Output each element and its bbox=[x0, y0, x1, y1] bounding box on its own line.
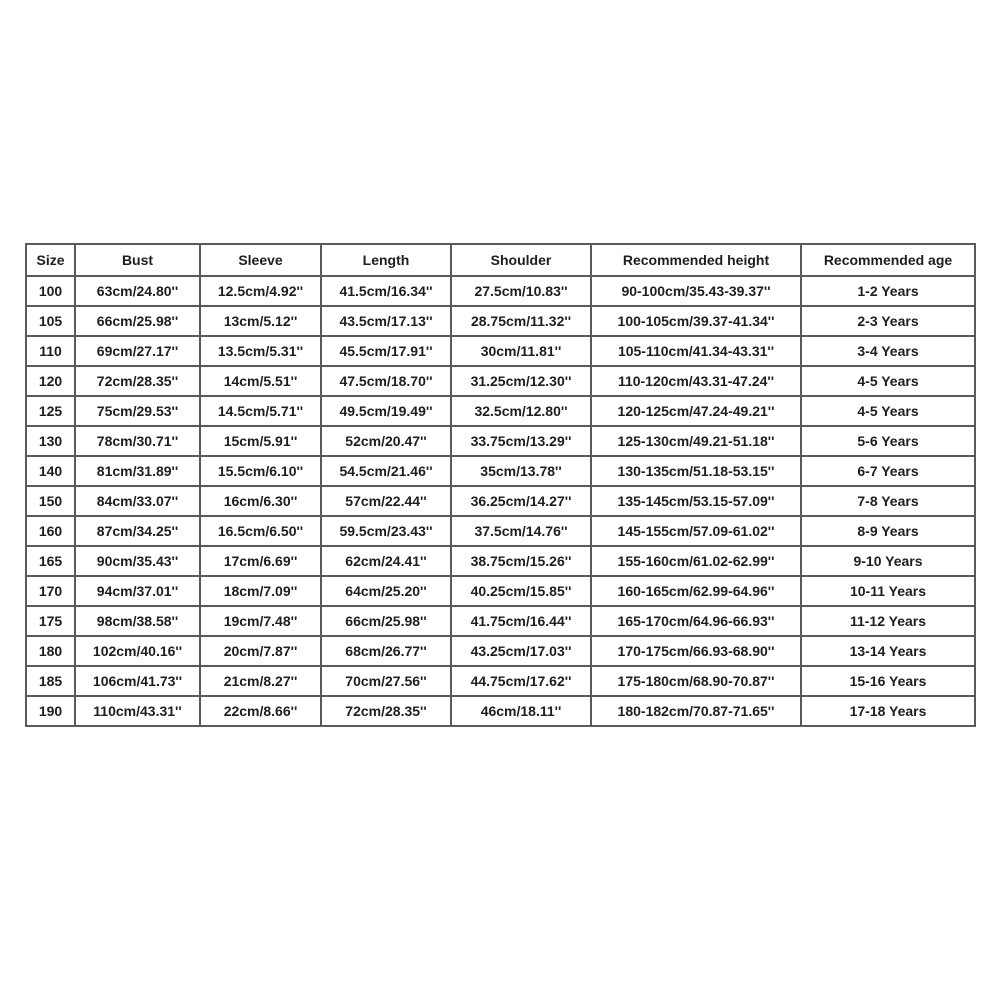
bust-cell: 81cm/31.89'' bbox=[75, 456, 200, 486]
shoulder-cell: 32.5cm/12.80'' bbox=[451, 396, 591, 426]
recommended-age-cell: 15-16 Years bbox=[801, 666, 975, 696]
header-bust: Bust bbox=[75, 244, 200, 276]
shoulder-cell: 35cm/13.78'' bbox=[451, 456, 591, 486]
length-cell: 70cm/27.56'' bbox=[321, 666, 451, 696]
header-recommended-height: Recommended height bbox=[591, 244, 801, 276]
sleeve-cell: 13.5cm/5.31'' bbox=[200, 336, 321, 366]
shoulder-cell: 46cm/18.11'' bbox=[451, 696, 591, 726]
recommended-age-cell: 5-6 Years bbox=[801, 426, 975, 456]
recommended-age-cell: 2-3 Years bbox=[801, 306, 975, 336]
recommended-height-cell: 135-145cm/53.15-57.09'' bbox=[591, 486, 801, 516]
bust-cell: 90cm/35.43'' bbox=[75, 546, 200, 576]
table-row bbox=[26, 576, 975, 606]
shoulder-cell: 38.75cm/15.26'' bbox=[451, 546, 591, 576]
table-row bbox=[26, 486, 975, 516]
sleeve-cell: 14cm/5.51'' bbox=[200, 366, 321, 396]
recommended-age-cell: 10-11 Years bbox=[801, 576, 975, 606]
recommended-height-cell: 90-100cm/35.43-39.37'' bbox=[591, 276, 801, 306]
table-row bbox=[26, 696, 975, 726]
shoulder-cell: 37.5cm/14.76'' bbox=[451, 516, 591, 546]
bust-cell: 87cm/34.25'' bbox=[75, 516, 200, 546]
sleeve-cell: 18cm/7.09'' bbox=[200, 576, 321, 606]
length-cell: 57cm/22.44'' bbox=[321, 486, 451, 516]
table-body bbox=[26, 276, 975, 726]
size-cell: 160 bbox=[26, 516, 75, 546]
shoulder-cell: 28.75cm/11.32'' bbox=[451, 306, 591, 336]
bust-cell: 94cm/37.01'' bbox=[75, 576, 200, 606]
shoulder-cell: 31.25cm/12.30'' bbox=[451, 366, 591, 396]
size-cell: 165 bbox=[26, 546, 75, 576]
shoulder-cell: 40.25cm/15.85'' bbox=[451, 576, 591, 606]
size-cell: 100 bbox=[26, 276, 75, 306]
recommended-age-cell: 7-8 Years bbox=[801, 486, 975, 516]
header-sleeve: Sleeve bbox=[200, 244, 321, 276]
table-row bbox=[26, 666, 975, 696]
table-row bbox=[26, 336, 975, 366]
recommended-height-cell: 145-155cm/57.09-61.02'' bbox=[591, 516, 801, 546]
bust-cell: 66cm/25.98'' bbox=[75, 306, 200, 336]
header-shoulder: Shoulder bbox=[451, 244, 591, 276]
bust-cell: 63cm/24.80'' bbox=[75, 276, 200, 306]
recommended-age-cell: 9-10 Years bbox=[801, 546, 975, 576]
bust-cell: 106cm/41.73'' bbox=[75, 666, 200, 696]
table-row bbox=[26, 276, 975, 306]
shoulder-cell: 44.75cm/17.62'' bbox=[451, 666, 591, 696]
recommended-age-cell: 3-4 Years bbox=[801, 336, 975, 366]
length-cell: 72cm/28.35'' bbox=[321, 696, 451, 726]
sleeve-cell: 15cm/5.91'' bbox=[200, 426, 321, 456]
sleeve-cell: 20cm/7.87'' bbox=[200, 636, 321, 666]
recommended-height-cell: 105-110cm/41.34-43.31'' bbox=[591, 336, 801, 366]
shoulder-cell: 36.25cm/14.27'' bbox=[451, 486, 591, 516]
table-row bbox=[26, 546, 975, 576]
size-cell: 180 bbox=[26, 636, 75, 666]
table-row bbox=[26, 606, 975, 636]
shoulder-cell: 33.75cm/13.29'' bbox=[451, 426, 591, 456]
bust-cell: 98cm/38.58'' bbox=[75, 606, 200, 636]
header-size: Size bbox=[26, 244, 75, 276]
bust-cell: 72cm/28.35'' bbox=[75, 366, 200, 396]
size-cell: 175 bbox=[26, 606, 75, 636]
bust-cell: 69cm/27.17'' bbox=[75, 336, 200, 366]
length-cell: 43.5cm/17.13'' bbox=[321, 306, 451, 336]
size-cell: 130 bbox=[26, 426, 75, 456]
bust-cell: 102cm/40.16'' bbox=[75, 636, 200, 666]
size-cell: 125 bbox=[26, 396, 75, 426]
length-cell: 49.5cm/19.49'' bbox=[321, 396, 451, 426]
bust-cell: 110cm/43.31'' bbox=[75, 696, 200, 726]
size-cell: 170 bbox=[26, 576, 75, 606]
size-cell: 120 bbox=[26, 366, 75, 396]
size-cell: 110 bbox=[26, 336, 75, 366]
table-row bbox=[26, 366, 975, 396]
shoulder-cell: 41.75cm/16.44'' bbox=[451, 606, 591, 636]
recommended-height-cell: 110-120cm/43.31-47.24'' bbox=[591, 366, 801, 396]
size-cell: 105 bbox=[26, 306, 75, 336]
size-cell: 140 bbox=[26, 456, 75, 486]
recommended-height-cell: 175-180cm/68.90-70.87'' bbox=[591, 666, 801, 696]
recommended-height-cell: 160-165cm/62.99-64.96'' bbox=[591, 576, 801, 606]
recommended-age-cell: 8-9 Years bbox=[801, 516, 975, 546]
recommended-age-cell: 6-7 Years bbox=[801, 456, 975, 486]
length-cell: 64cm/25.20'' bbox=[321, 576, 451, 606]
recommended-height-cell: 165-170cm/64.96-66.93'' bbox=[591, 606, 801, 636]
shoulder-cell: 30cm/11.81'' bbox=[451, 336, 591, 366]
recommended-height-cell: 100-105cm/39.37-41.34'' bbox=[591, 306, 801, 336]
recommended-age-cell: 4-5 Years bbox=[801, 396, 975, 426]
length-cell: 66cm/25.98'' bbox=[321, 606, 451, 636]
length-cell: 52cm/20.47'' bbox=[321, 426, 451, 456]
table-row bbox=[26, 456, 975, 486]
sleeve-cell: 21cm/8.27'' bbox=[200, 666, 321, 696]
recommended-age-cell: 11-12 Years bbox=[801, 606, 975, 636]
sleeve-cell: 22cm/8.66'' bbox=[200, 696, 321, 726]
recommended-age-cell: 1-2 Years bbox=[801, 276, 975, 306]
header-row bbox=[26, 244, 975, 276]
sleeve-cell: 17cm/6.69'' bbox=[200, 546, 321, 576]
header-recommended-age: Recommended age bbox=[801, 244, 975, 276]
sleeve-cell: 13cm/5.12'' bbox=[200, 306, 321, 336]
table-row bbox=[26, 636, 975, 666]
table-row bbox=[26, 516, 975, 546]
bust-cell: 84cm/33.07'' bbox=[75, 486, 200, 516]
size-cell: 185 bbox=[26, 666, 75, 696]
recommended-height-cell: 170-175cm/66.93-68.90'' bbox=[591, 636, 801, 666]
recommended-height-cell: 180-182cm/70.87-71.65'' bbox=[591, 696, 801, 726]
length-cell: 59.5cm/23.43'' bbox=[321, 516, 451, 546]
length-cell: 54.5cm/21.46'' bbox=[321, 456, 451, 486]
table-row bbox=[26, 306, 975, 336]
header-length: Length bbox=[321, 244, 451, 276]
recommended-age-cell: 13-14 Years bbox=[801, 636, 975, 666]
sleeve-cell: 16cm/6.30'' bbox=[200, 486, 321, 516]
sleeve-cell: 19cm/7.48'' bbox=[200, 606, 321, 636]
recommended-height-cell: 125-130cm/49.21-51.18'' bbox=[591, 426, 801, 456]
recommended-height-cell: 155-160cm/61.02-62.99'' bbox=[591, 546, 801, 576]
bust-cell: 78cm/30.71'' bbox=[75, 426, 200, 456]
size-chart-table bbox=[25, 243, 976, 727]
sleeve-cell: 14.5cm/5.71'' bbox=[200, 396, 321, 426]
shoulder-cell: 43.25cm/17.03'' bbox=[451, 636, 591, 666]
sleeve-cell: 16.5cm/6.50'' bbox=[200, 516, 321, 546]
recommended-height-cell: 130-135cm/51.18-53.15'' bbox=[591, 456, 801, 486]
length-cell: 45.5cm/17.91'' bbox=[321, 336, 451, 366]
size-cell: 150 bbox=[26, 486, 75, 516]
recommended-height-cell: 120-125cm/47.24-49.21'' bbox=[591, 396, 801, 426]
length-cell: 41.5cm/16.34'' bbox=[321, 276, 451, 306]
table-header bbox=[26, 244, 975, 276]
table-row bbox=[26, 396, 975, 426]
size-cell: 190 bbox=[26, 696, 75, 726]
shoulder-cell: 27.5cm/10.83'' bbox=[451, 276, 591, 306]
sleeve-cell: 15.5cm/6.10'' bbox=[200, 456, 321, 486]
sleeve-cell: 12.5cm/4.92'' bbox=[200, 276, 321, 306]
length-cell: 68cm/26.77'' bbox=[321, 636, 451, 666]
recommended-age-cell: 4-5 Years bbox=[801, 366, 975, 396]
recommended-age-cell: 17-18 Years bbox=[801, 696, 975, 726]
length-cell: 62cm/24.41'' bbox=[321, 546, 451, 576]
table-row bbox=[26, 426, 975, 456]
length-cell: 47.5cm/18.70'' bbox=[321, 366, 451, 396]
bust-cell: 75cm/29.53'' bbox=[75, 396, 200, 426]
